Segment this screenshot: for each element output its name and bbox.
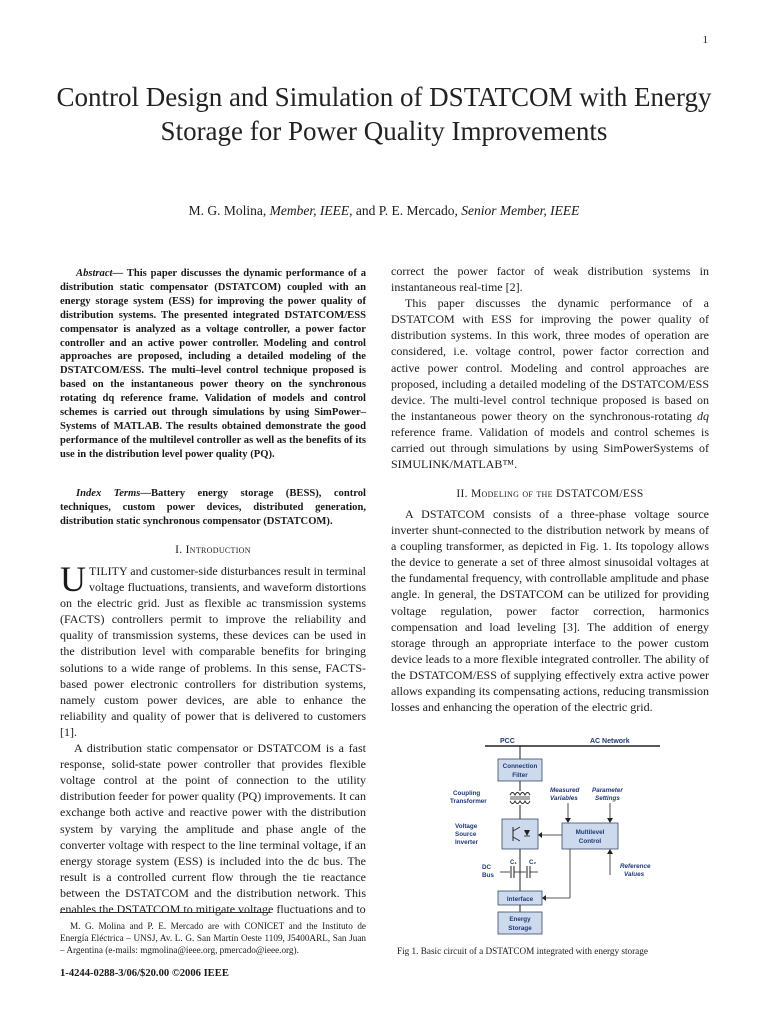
introduction-body — [60, 559, 366, 917]
pcc-label: PCC — [500, 738, 515, 745]
footnote-divider — [60, 912, 270, 913]
author-1-role: Member, IEEE — [269, 203, 350, 218]
index-terms-text: —Battery energy storage (BESS), control techniques, custom power devices, distributed generation, distribution static synchronous compensator (DSTATCOM). — [60, 488, 366, 527]
coupling-label-1: Coupling — [453, 790, 481, 797]
reference-label-1: Reference — [620, 863, 651, 870]
paper-scope-paragraph: This paper discusses the dynamic performance of a DSTATCOM with ESS for improving the power quality of distribution systems. In this work, three modes of operation are considered, i.e. voltage control, power factor correction and active power control. Modeling and control approaches are proposed, including a detailed modeling of the DSTATCOM/ESS device. The multi-level control technique proposed is based on the instantaneous power theory on the synchronous-rotating dq reference frame. Validation of models and control schemes is carried out through simulations by using SimPowerSystems of SIMULINK/MATLAB™. — [391, 296, 709, 472]
modeling-body — [391, 506, 709, 715]
multilevel-control-box — [562, 823, 618, 849]
c1-label: C₁ — [510, 860, 517, 866]
issn-line: 1-4244-0288-3/06/$20.00 ©2006 IEEE — [60, 968, 229, 979]
right-column-text — [391, 263, 709, 472]
abstract-text: — This paper discusses the dynamic performance of a distribution static compensator (DSTATCOM) coupled with an energy storage system (ESS) for improving the power quality of distribution systems. The presented integrated DSTATCOM/ESS compensator is analyzed as a voltage controller, a power factor controller and an active power controller. Modeling and control approaches are proposed, including a detailed modeling of the DSTATCOM/ESS. The multi–level control technique proposed is based on the instantaneous power theory on the synchronous rotating dq reference frame. Validation of models and control schemes is carried out through simulations by using SimPower–Systems of MATLAB. The results obtained demonstrate the good performance of the multilevel controller as well as the benefits of its use in the distribution level power quality (PQ). — [60, 268, 366, 460]
connection-filter-label-2: Filter — [512, 772, 528, 779]
transformer-icon — [510, 793, 530, 804]
abstract-label: Abstract — [76, 268, 113, 279]
connection-filter-label-1: Connection — [502, 763, 538, 770]
control-to-vsi-arrowhead — [538, 832, 542, 838]
modeling-paragraph-1: A DSTATCOM consists of a three-phase voltage source inverter shunt-connected to the distribution network by means of a coupling transformer, as depicted in Fig. 1. Its topology allows the device to generate a set of three almost sinusoidal voltages at the fundamental frequency, with controllable amplitude and phase angle. In general, the DSTATCOM can be utilized for providing voltage regulation, power factor correction, harmonics compensation and load leveling [3]. The addition of energy storage through an appropriate interface to the power custom device leads to a more flexible integrated controller. The ability of the DSTATCOM/ESS of supplying effectively extra active power allows expanding its compensating actions, reducing transmission losses and enhancing the operation of the electric grid. — [391, 507, 709, 715]
energy-storage-label-2: Storage — [508, 925, 532, 932]
abstract — [60, 267, 366, 462]
multilevel-label-1: Multilevel — [575, 829, 605, 836]
index-terms — [60, 487, 366, 529]
parameter-label-1: Parameter — [592, 787, 623, 794]
author-2-role: Senior Member, IEEE — [461, 203, 580, 218]
reference-label-2: Values — [624, 871, 645, 878]
continued-paragraph: correct the power factor of weak distribution systems in instantaneous real-time [2]. — [391, 264, 709, 295]
introduction-paragraph-2: A distribution static compensator or DSTATCOM is a fast response, solid-state power controller that provides flexible voltage control at the point of connection to the utility distribution feeder for power quality (PQ) improvements. It can exchange both active and reactive power with the distribution system by varying the amplitude and phase angle of the converter voltage with respect to the line terminal voltage, if an energy storage system (ESS) is included into the dc bus. The result is a controlled current flow through the tie reactance between the DSTATCOM and the distribution network. This enables the DSTATCOM to mitigate voltage fluctuations and to — [60, 741, 366, 916]
author-1: M. G. Molina, — [188, 203, 270, 218]
page-number: 1 — [702, 34, 708, 46]
paper-title: Control Design and Simulation of DSTATCOM with Energy Storage for Power Quality Improvements — [56, 82, 712, 146]
energy-storage-label-1: Energy — [509, 916, 531, 923]
section-heading-modeling: II. Modeling of the DSTATCOM/ESS — [456, 488, 644, 500]
section-heading-introduction: I. Introduction — [175, 544, 251, 556]
dc-bus-label-1: DC — [482, 864, 492, 871]
coupling-label-2: Transformer — [450, 798, 487, 805]
footnote: M. G. Molina and P. E. Mercado are with CONICET and the Instituto de Energía Eléctrica – UNSJ, Av. L. G. San Martín Oeste 1109, J5400ARL, San Juan – Argentina (e-mails: mgmolina@ieee.org, pmercado@ieee.org). — [60, 921, 366, 955]
ac-network-label: AC Network — [590, 738, 630, 745]
reference-arrowhead — [607, 849, 613, 854]
interface-label: Interface — [506, 896, 534, 903]
introduction-paragraph-1: UTILITY and customer-side disturbances result in terminal voltage fluctuations, transients, and waveform distortions on the electric grid. Just as flexible ac transmission systems (FACTS) controllers permit to improve the reliability and quality of transmission systems, these devices can be used in the distribution level with comparable benefits for bringing solutions to a wide range of problems. In this sense, FACTS-based power electronic controllers for distribution systems, namely custom power devices, are able to enhance the reliability and quality of power that is delivered to customers [1]. — [60, 559, 366, 739]
parameter-label-2: Settings — [595, 795, 620, 802]
multilevel-label-2: Control — [578, 838, 602, 845]
dc-capacitor-icon — [500, 866, 538, 878]
vsi-label-3: Inverter — [455, 839, 479, 846]
figure-caption: Fig 1. Basic circuit of a DSTATCOM integrated with energy storage — [397, 946, 648, 956]
measured-arrowhead — [565, 818, 571, 823]
author-line — [40, 203, 728, 219]
vsi-label-1: Voltage — [455, 823, 478, 830]
index-terms-label: Index Terms — [76, 488, 141, 499]
measured-label-2: Variables — [550, 795, 578, 802]
vsi-label-2: Source — [455, 831, 477, 838]
figure-dstatcom-circuit — [450, 735, 690, 935]
c2-label: C₂ — [529, 860, 536, 866]
interface-arrowhead — [542, 895, 546, 901]
drop-cap: U — [60, 559, 86, 599]
author-connector: , and P. E. Mercado, — [349, 203, 462, 218]
measured-label-1: Measured — [550, 787, 580, 794]
dc-bus-label-2: Bus — [482, 872, 494, 879]
parameter-arrowhead — [607, 818, 613, 823]
vsi-box — [502, 819, 538, 849]
